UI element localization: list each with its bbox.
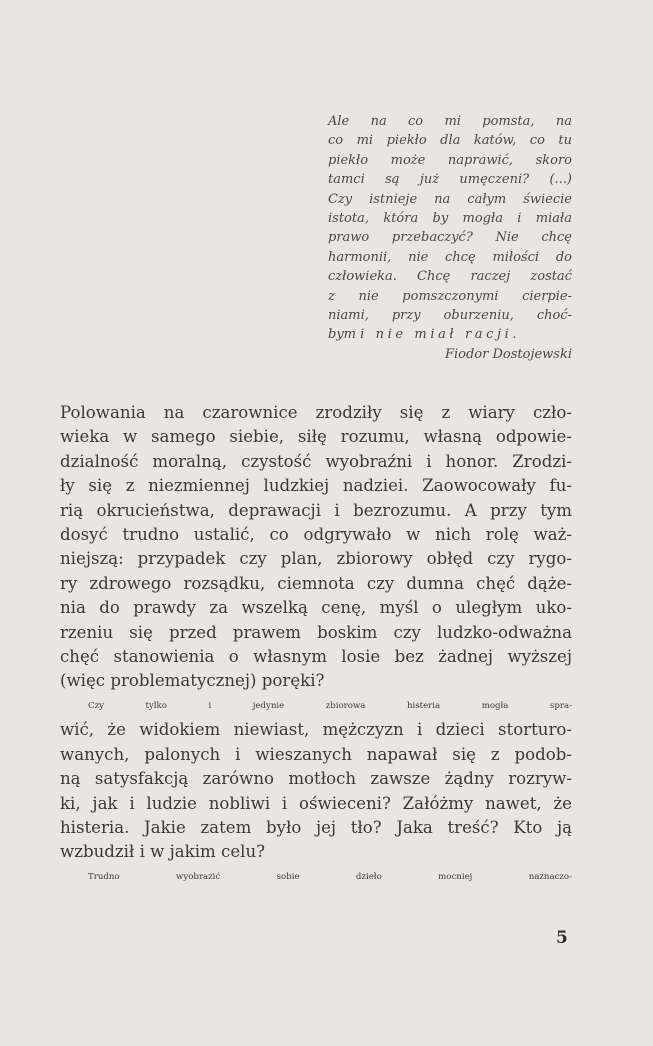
epigraph-line: niami, przy oburzeniu, choć- bbox=[328, 308, 572, 324]
text-line: Czy tylko i jedynie zbiorowa histeria mogła spra- bbox=[88, 700, 572, 711]
epigraph-last-line bbox=[328, 325, 572, 344]
text-line: chęć stanowienia o własnym losie bez żadnej wyższej bbox=[60, 647, 572, 667]
text-line: Polowania na czarownice zrodziły się z wiary czło- bbox=[60, 403, 572, 422]
epigraph-line: tamci są już umęczeni? (...) bbox=[328, 172, 572, 188]
epigraph-line: z nie pomszczonymi cierpie- bbox=[328, 288, 572, 304]
text-line: niejszą: przypadek czy plan, zbiorowy obłęd czy rygo- bbox=[60, 549, 572, 569]
epigraph-line: co mi piekło dla katów, co tu bbox=[328, 133, 572, 149]
epigraph-line: harmonii, nie chcę miłości do bbox=[328, 249, 572, 265]
text-line: rzeniu się przed prawem boskim czy ludzko-odważna bbox=[60, 622, 572, 642]
epigraph-line: istota, która by mogła i miała bbox=[328, 211, 572, 227]
epigraph-line: człowieka. Chcę raczej zostać bbox=[328, 269, 572, 285]
text-line: wanych, palonych i wieszanych napawał się z podob- bbox=[60, 744, 572, 764]
text-line: histeria. Jakie zatem było jej tło? Jaka treść? Kto ją bbox=[60, 817, 572, 837]
text-line: nia do prawdy za wszelką cenę, myśl o uległym uko- bbox=[60, 598, 572, 618]
epigraph-line: Ale na co mi pomsta, na bbox=[328, 114, 572, 129]
epigraph-line: prawo przebaczyć? Nie chcę bbox=[328, 230, 572, 246]
text-line: dzialność moralną, czystość wyobraźni i honor. Zrodzi- bbox=[60, 451, 572, 471]
text-line: wzbudził i w jakim celu? bbox=[60, 842, 266, 862]
text-line: ry zdrowego rozsądku, ciemnota czy dumna chęć dąże- bbox=[60, 573, 572, 593]
text-line: wieka w samego siebie, siłę rozumu, własną odpowie- bbox=[60, 427, 572, 447]
epigraph-line: Czy istnieje na całym świecie bbox=[328, 191, 572, 207]
epigraph-last-line-end: . bbox=[512, 327, 517, 343]
text-line: ki, jak i ludzie nobliwi i oświeceni? Załóżmy nawet, że bbox=[60, 793, 572, 813]
text-line: (więc problematycznej) poręki? bbox=[60, 671, 325, 691]
text-line: dosyć trudno ustalić, co odgrywało w nich rolę waż- bbox=[60, 525, 572, 545]
epigraph-line: piekło może naprawić, skoro bbox=[328, 152, 572, 168]
epigraph-spaced-phrase: i nie miał racji bbox=[360, 327, 513, 343]
text-line: Trudno wyobrazić sobie dzieło mocniej naznaczo- bbox=[88, 871, 572, 882]
epigraph-author: Fiodor Dostojewski bbox=[444, 346, 572, 362]
text-line: ły się z niezmiennej ludzkiej nadziei. Zaowocowały fu- bbox=[60, 476, 572, 496]
page-number: 5 bbox=[556, 928, 568, 948]
main-text bbox=[60, 401, 572, 889]
epigraph bbox=[328, 112, 572, 364]
text-line: wić, że widokiem niewiast, mężczyzn i dzieci storturo- bbox=[60, 720, 572, 740]
text-line: rią okrucieństwa, deprawacji i bezrozumu. A przy tym bbox=[60, 500, 572, 520]
text-line: ną satysfakcją zarówno motłoch zawsze żądny rozryw- bbox=[60, 769, 572, 789]
epigraph-last-line-start: bym bbox=[328, 327, 361, 343]
